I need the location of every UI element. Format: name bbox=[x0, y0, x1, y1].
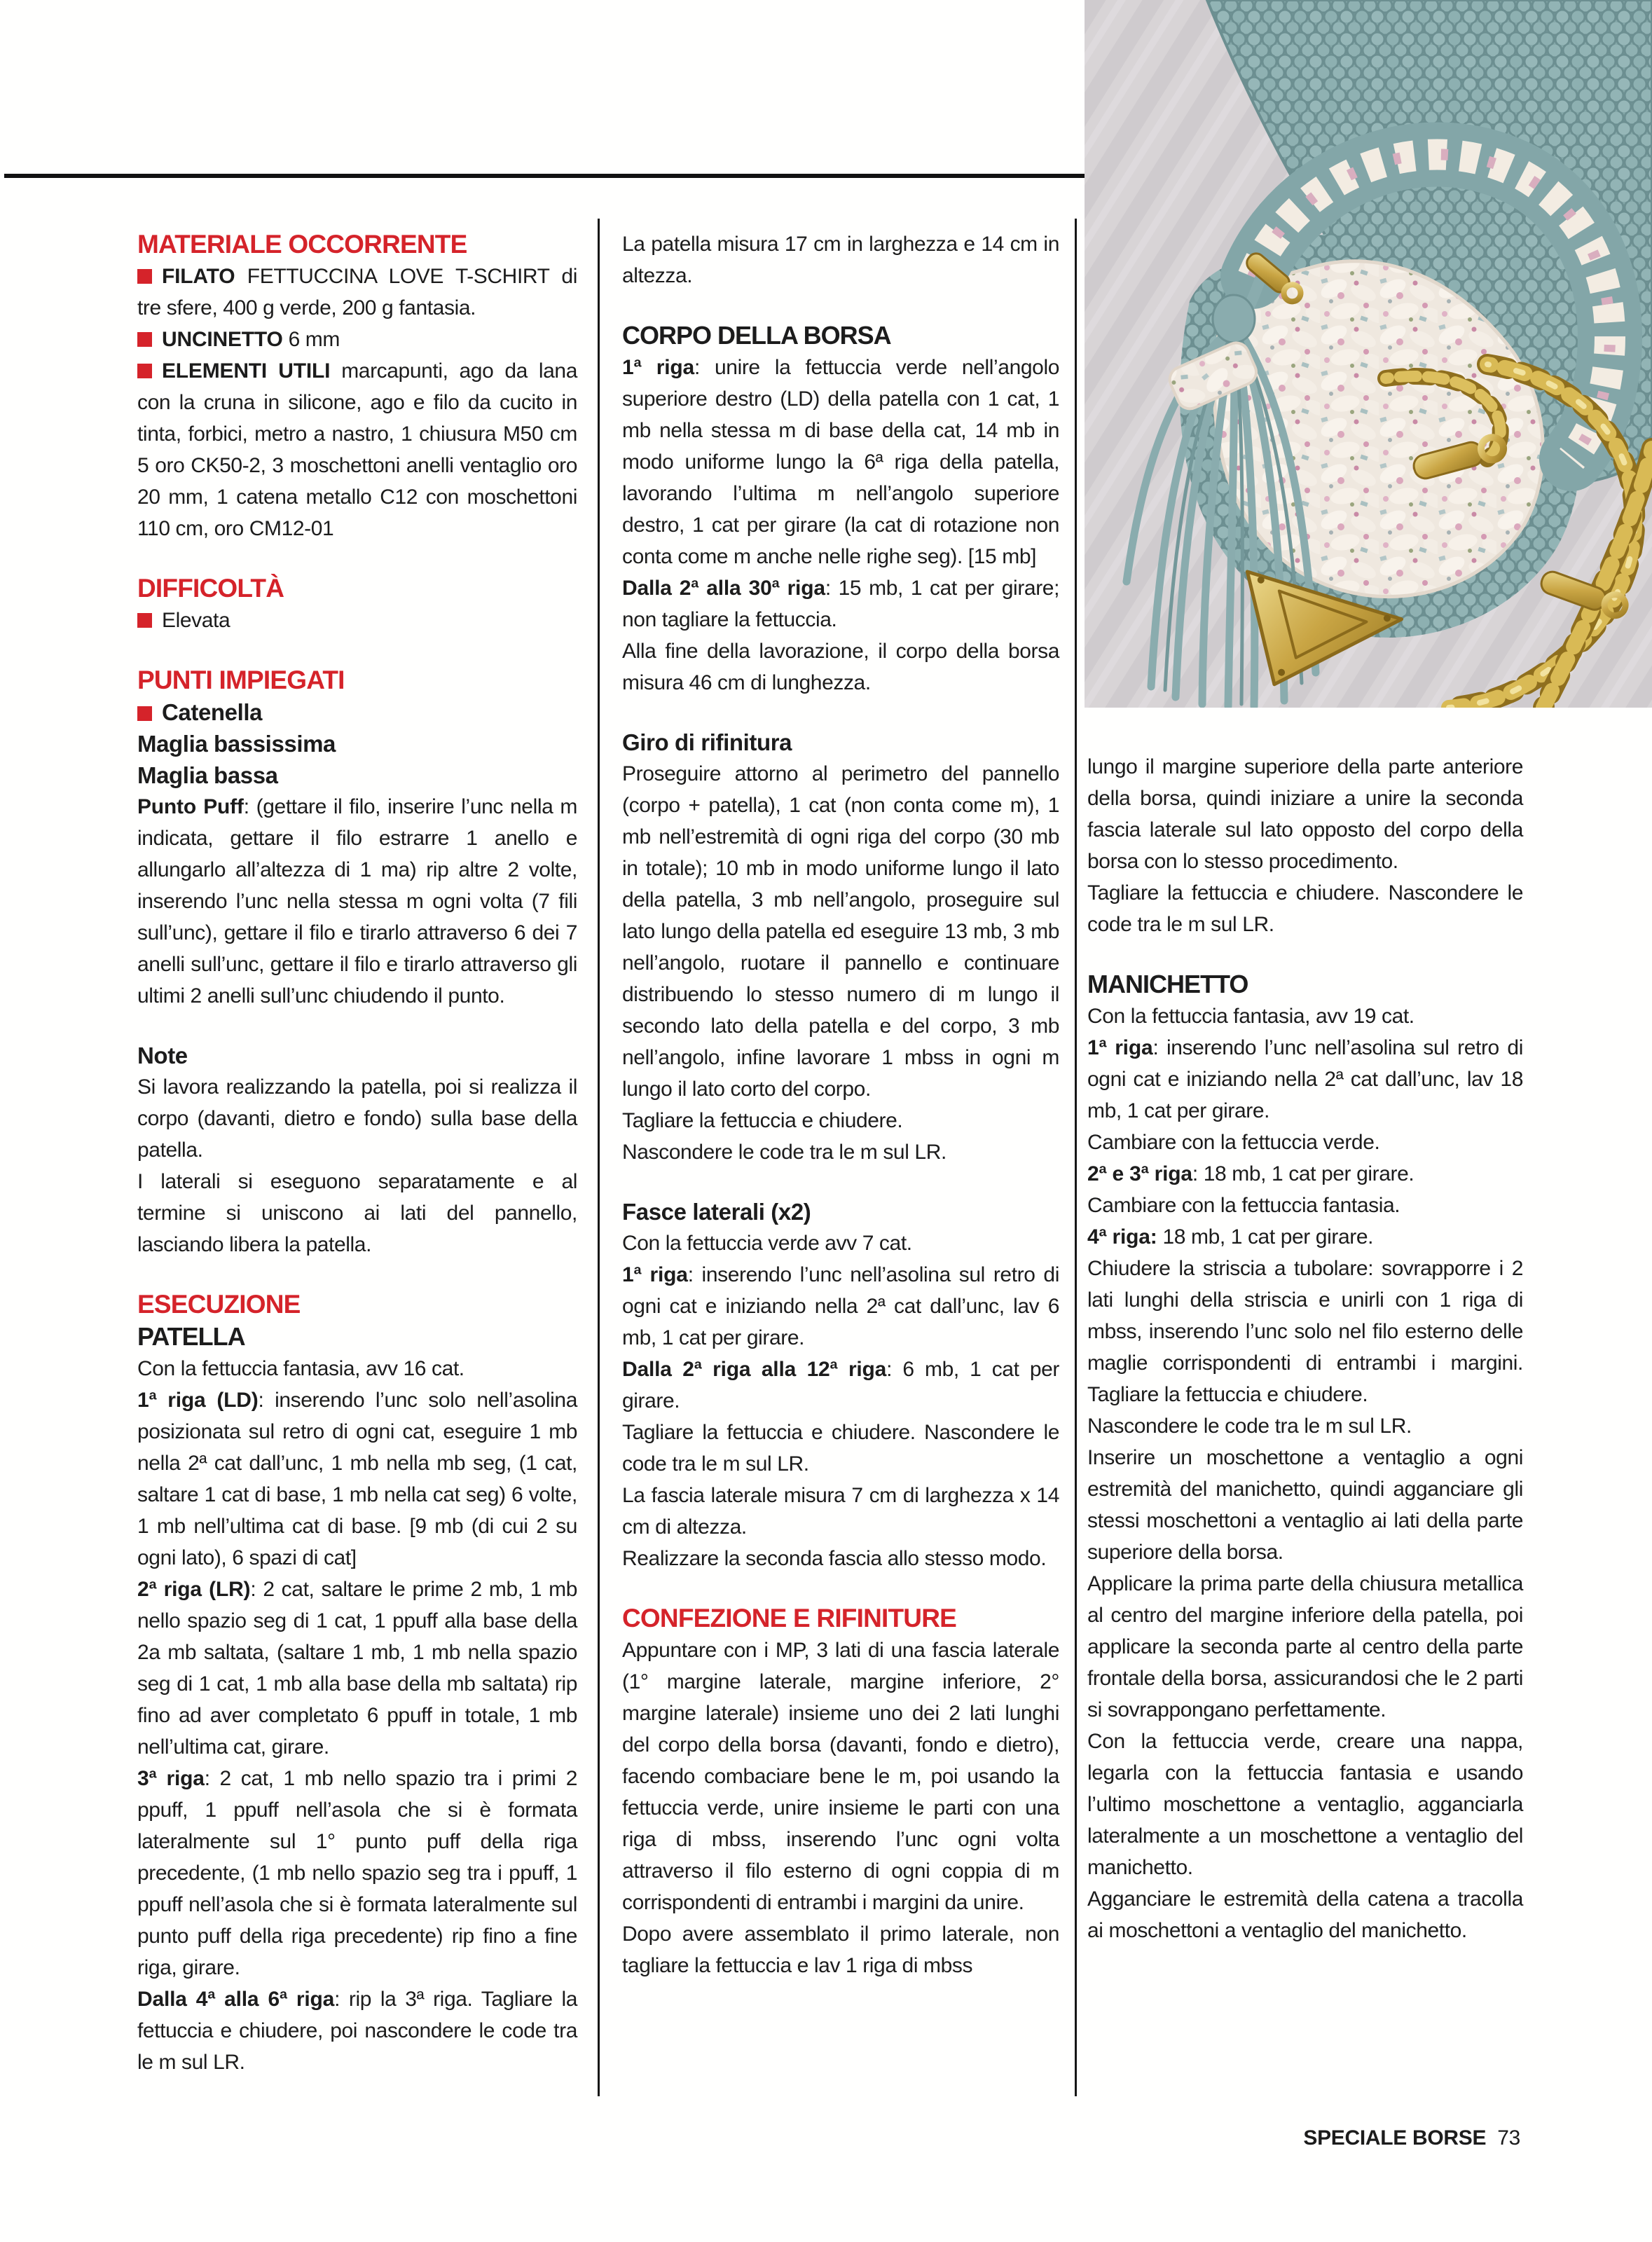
paragraph: UNCINETTO 6 mm bbox=[137, 324, 577, 355]
column-1 bbox=[137, 228, 577, 2078]
paragraph: Realizzare la seconda fascia allo stesso modo. bbox=[622, 1547, 1047, 1570]
footer-magazine-title: SPECIALE BORSE bbox=[1303, 2126, 1487, 2150]
paragraph: Dalla 2ª riga alla 12ª riga: 6 mb, 1 cat per girare. bbox=[622, 1358, 1059, 1412]
paragraph: Punto Puff: (gettare il filo, inserire l’unc nella m indicata, gettare il filo estrarre 1 anello e allungarlo all’altezza di 1 ma) rip altre 2 volte, inserendo l’unc nella stessa m ogni volta (7 fili sull’unc), gettare il filo e tirarlo attraverso 6 dei 7 anelli sull’unc, gettare il filo e tirarlo attraverso gli ultimi 2 anelli sull’unc chiudendo il punto. bbox=[137, 795, 577, 1007]
paragraph: Elevata bbox=[137, 605, 577, 636]
paragraph: Chiudere la striscia a tubolare: sovrapporre i 2 lati lunghi della striscia e unirli con 1 riga di mbss, inserendo l’unc solo nel filo esterno delle maglie corrispondenti di entrambi i margini. Tagliare la fettuccia e chiudere. bbox=[1087, 1257, 1523, 1406]
paragraph-lead: Dalla 2ª riga alla 12ª riga bbox=[622, 1358, 887, 1381]
paragraph: Applicare la prima parte della chiusura metallica al centro del margine inferiore della patella, poi applicare la seconda parte al centro della parte frontale della borsa, assicurandosi che le 2 parti si sovrappongano perfettamente. bbox=[1087, 1572, 1523, 1721]
section-heading: DIFFICOLTÀ bbox=[137, 574, 284, 603]
sub-heading: PATELLA bbox=[137, 1322, 245, 1351]
sub-heading: Maglia bassissima bbox=[137, 731, 336, 757]
red-square-bullet bbox=[137, 613, 152, 628]
paragraph: Dalla 2ª alla 30ª riga: 15 mb, 1 cat per girare; non tagliare la fettuccia. bbox=[622, 577, 1059, 631]
paragraph-lead: 1ª riga (LD) bbox=[137, 1389, 259, 1412]
paragraph: lungo il margine superiore della parte anteriore della borsa, quindi iniziare a unire la seconda fascia laterale sul lato opposto del corpo della borsa con lo stesso procedimento. bbox=[1087, 755, 1523, 873]
sub-heading: Note bbox=[137, 1043, 188, 1068]
paragraph: 1ª riga: inserendo l’unc nell’asolina sul retro di ogni cat e iniziando nella 2ª cat dall’unc, lav 6 mb, 1 cat per girare. bbox=[622, 1263, 1059, 1349]
paragraph: Appuntare con i MP, 3 lati di una fascia laterale (1° margine laterale, margine inferiore, 2° margine laterale) insieme uno dei 2 lati lunghi del corpo della borsa (davanti, fondo e dietro), facendo combaciare bene le m, poi usando la fettuccia verde, unire insieme le parti con una riga di mbss, inserendo l’unc ogni volta attraverso il filo esterno di ogni coppia di m corrispondenti di entrambi i margini da unire. bbox=[622, 1639, 1059, 1914]
paragraph: La fascia laterale misura 7 cm di larghezza x 14 cm di altezza. bbox=[622, 1484, 1059, 1539]
paragraph: 1ª riga: unire la fettuccia verde nell’angolo superiore destro (LD) della patella con 1 cat, 1 mb nella stessa m di base della cat, 14 mb in modo uniforme lungo la 6ª riga della patella, lavorando l’ultima m nell’angolo superiore destro, 1 cat per girare (la cat di rotazione non conta come m anche nelle righe seg). [15 mb] bbox=[622, 356, 1059, 568]
paragraph: Inserire un moschettone a ventaglio a ogni estremità del manichetto, quindi agganciare gli stessi moschettoni a ventaglio ai lati della parte superiore della borsa. bbox=[1087, 1446, 1523, 1564]
sub-heading: Giro di rifinitura bbox=[622, 729, 792, 755]
column-3 bbox=[1087, 751, 1523, 1946]
paragraph: Dopo avere assemblato il primo laterale, non tagliare la fettuccia e lav 1 riga di mbss bbox=[622, 1923, 1059, 1977]
column-divider-2 bbox=[1075, 219, 1077, 2096]
paragraph: Tagliare la fettuccia e chiudere. Nascondere le code tra le m sul LR. bbox=[1087, 881, 1523, 936]
sub-heading: MANICHETTO bbox=[1087, 970, 1248, 998]
sub-heading: CORPO DELLA BORSA bbox=[622, 321, 891, 350]
section-heading: PUNTI IMPIEGATI bbox=[137, 666, 345, 694]
sub-heading: Fasce laterali (x2) bbox=[622, 1199, 811, 1225]
paragraph-lead: 2ª e 3ª riga bbox=[1087, 1162, 1192, 1185]
page-footer bbox=[1303, 2126, 1520, 2151]
paragraph: Alla fine della lavorazione, il corpo della borsa misura 46 cm di lunghezza. bbox=[622, 640, 1059, 694]
paragraph-lead: FILATO bbox=[162, 265, 235, 288]
paragraph-lead: Punto Puff bbox=[137, 795, 244, 818]
paragraph-lead: 2ª riga (LR) bbox=[137, 1578, 251, 1601]
paragraph-lead: UNCINETTO bbox=[162, 328, 283, 351]
paragraph: 3ª riga: 2 cat, 1 mb nello spazio tra i primi 2 ppuff, 1 ppuff nell’asola che si è formata lateralmente sul 1° punto puff della riga precedente, (1 mb nello spazio seg tra i ppuff, 1 ppuff nell’asola che si è formata lateralmente sul punto puff della riga precedente) rip fino a fine riga, girare. bbox=[137, 1767, 577, 1979]
sub-heading: Maglia bassa bbox=[137, 762, 278, 788]
column-2 bbox=[622, 228, 1059, 1981]
section-heading: ESECUZIONE bbox=[137, 1290, 301, 1319]
paragraph: I laterali si eseguono separatamente e al termine si uniscono ai lati del pannello, lasciando libera la patella. bbox=[137, 1170, 577, 1256]
paragraph-lead: Dalla 2ª alla 30ª riga bbox=[622, 577, 825, 600]
red-square-bullet bbox=[137, 364, 152, 378]
red-square-bullet bbox=[137, 706, 152, 721]
bag-photo bbox=[1085, 0, 1652, 708]
paragraph: 1ª riga: inserendo l’unc nell’asolina sul retro di ogni cat e iniziando nella 2ª cat dall’unc, lav 18 mb, 1 cat per girare. bbox=[1087, 1036, 1523, 1122]
paragraph: Agganciare le estremità della catena a tracolla ai moschettoni a ventaglio del manichetto. bbox=[1087, 1887, 1523, 1942]
paragraph-lead: 1ª riga bbox=[622, 356, 694, 379]
paragraph-lead: ELEMENTI UTILI bbox=[162, 359, 331, 383]
paragraph: Con la fettuccia verde, creare una nappa, legarla con la fettuccia fantasia e usando l’ultimo moschettone a ventaglio, agganciarla lateralmente a un moschettone a ventaglio del manichetto. bbox=[1087, 1730, 1523, 1879]
paragraph: FILATO FETTUCCINA LOVE T-SCHIRT di tre sfere, 400 g verde, 200 g fantasia. bbox=[137, 265, 577, 319]
paragraph: 4ª riga: 18 mb, 1 cat per girare. bbox=[1087, 1225, 1374, 1249]
sub-heading: Catenella bbox=[137, 696, 577, 728]
paragraph: Tagliare la fettuccia e chiudere. Nascondere le code tra le m sul LR. bbox=[622, 1421, 1059, 1476]
paragraph-lead: 4ª riga: bbox=[1087, 1225, 1157, 1249]
paragraph: Con la fettuccia verde avv 7 cat. bbox=[622, 1232, 912, 1255]
paragraph: Nascondere le code tra le m sul LR. bbox=[622, 1141, 947, 1164]
paragraph: Si lavora realizzando la patella, poi si realizza il corpo (davanti, dietro e fondo) sulla base della patella. bbox=[137, 1075, 577, 1162]
paragraph: Tagliare la fettuccia e chiudere. bbox=[622, 1109, 903, 1132]
paragraph: Proseguire attorno al perimetro del pannello (corpo + patella), 1 cat (non conta come m), 1 mb nell’estremità di ogni riga del corpo (30 mb in totale); 10 mb in modo uniforme lungo il lato della patella, 3 mb nell’angolo, proseguire sul lato lungo della patella ed eseguire 13 mb, 3 mb nell’angolo, ruotare il pannello e continuare distribuendo lo stesso numero di m lungo il secondo lato della patella e del corpo, 3 mb nell’angolo, infine lavorare 1 mbss in ogni m lungo il lato corto del corpo. bbox=[622, 762, 1059, 1101]
section-heading: CONFEZIONE E RIFINITURE bbox=[622, 1604, 956, 1632]
paragraph: 2ª riga (LR): 2 cat, saltare le prime 2 mb, 1 mb nello spazio seg di 1 cat, 1 ppuff alla base della 2a mb saltata, (saltare 1 mb, 1 mb nella spazio seg di 1 cat, 1 mb alla base della mb saltata) rip fino ad aver completato 6 ppuff in totale, 1 mb nell’ultima cat, girare. bbox=[137, 1578, 577, 1759]
column-divider-1 bbox=[598, 219, 600, 2096]
red-square-bullet bbox=[137, 269, 152, 284]
paragraph: Cambiare con la fettuccia verde. bbox=[1087, 1131, 1380, 1154]
paragraph: Con la fettuccia fantasia, avv 19 cat. bbox=[1087, 1005, 1414, 1028]
paragraph: Con la fettuccia fantasia, avv 16 cat. bbox=[137, 1357, 464, 1380]
top-horizontal-rule bbox=[4, 174, 1089, 178]
paragraph: La patella misura 17 cm in larghezza e 14 cm in altezza. bbox=[622, 233, 1059, 287]
footer-page-number: 73 bbox=[1497, 2126, 1520, 2150]
paragraph: Dalla 4ª alla 6ª riga: rip la 3ª riga. Tagliare la fettuccia e chiudere, poi nascondere le code tra le m sul LR. bbox=[137, 1988, 577, 2074]
paragraph: Cambiare con la fettuccia fantasia. bbox=[1087, 1194, 1400, 1217]
paragraph: Nascondere le code tra le m sul LR. bbox=[1087, 1415, 1412, 1438]
paragraph: ELEMENTI UTILI marcapunti, ago da lana con la cruna in silicone, ago e filo da cucito in tinta, forbici, metro a nastro, 1 chiusura M50 cm 5 oro CK50-2, 3 moschettoni anelli ventaglio oro 20 mm, 1 catena metallo C12 con moschettoni 110 cm, oro CM12-01 bbox=[137, 359, 577, 540]
paragraph-lead: 1ª riga bbox=[1087, 1036, 1153, 1059]
section-heading: MATERIALE OCCORRENTE bbox=[137, 230, 467, 259]
paragraph: 2ª e 3ª riga: 18 mb, 1 cat per girare. bbox=[1087, 1162, 1414, 1185]
paragraph: 1ª riga (LD): inserendo l’unc solo nell’asolina posizionata sul retro di ogni cat, eseguire 1 mb nella 2ª cat dall’unc, 1 mb nella mb seg, (1 cat, saltare 1 cat di base, 1 mb nella cat seg) 6 volte, 1 mb nell’ultima cat di base. [9 mb (di cui 2 su ogni lato), 6 spazi di cat] bbox=[137, 1389, 577, 1569]
red-square-bullet bbox=[137, 332, 152, 347]
paragraph-lead: 3ª riga bbox=[137, 1767, 205, 1790]
paragraph-lead: 1ª riga bbox=[622, 1263, 688, 1286]
paragraph-lead: Dalla 4ª alla 6ª riga bbox=[137, 1988, 335, 2011]
